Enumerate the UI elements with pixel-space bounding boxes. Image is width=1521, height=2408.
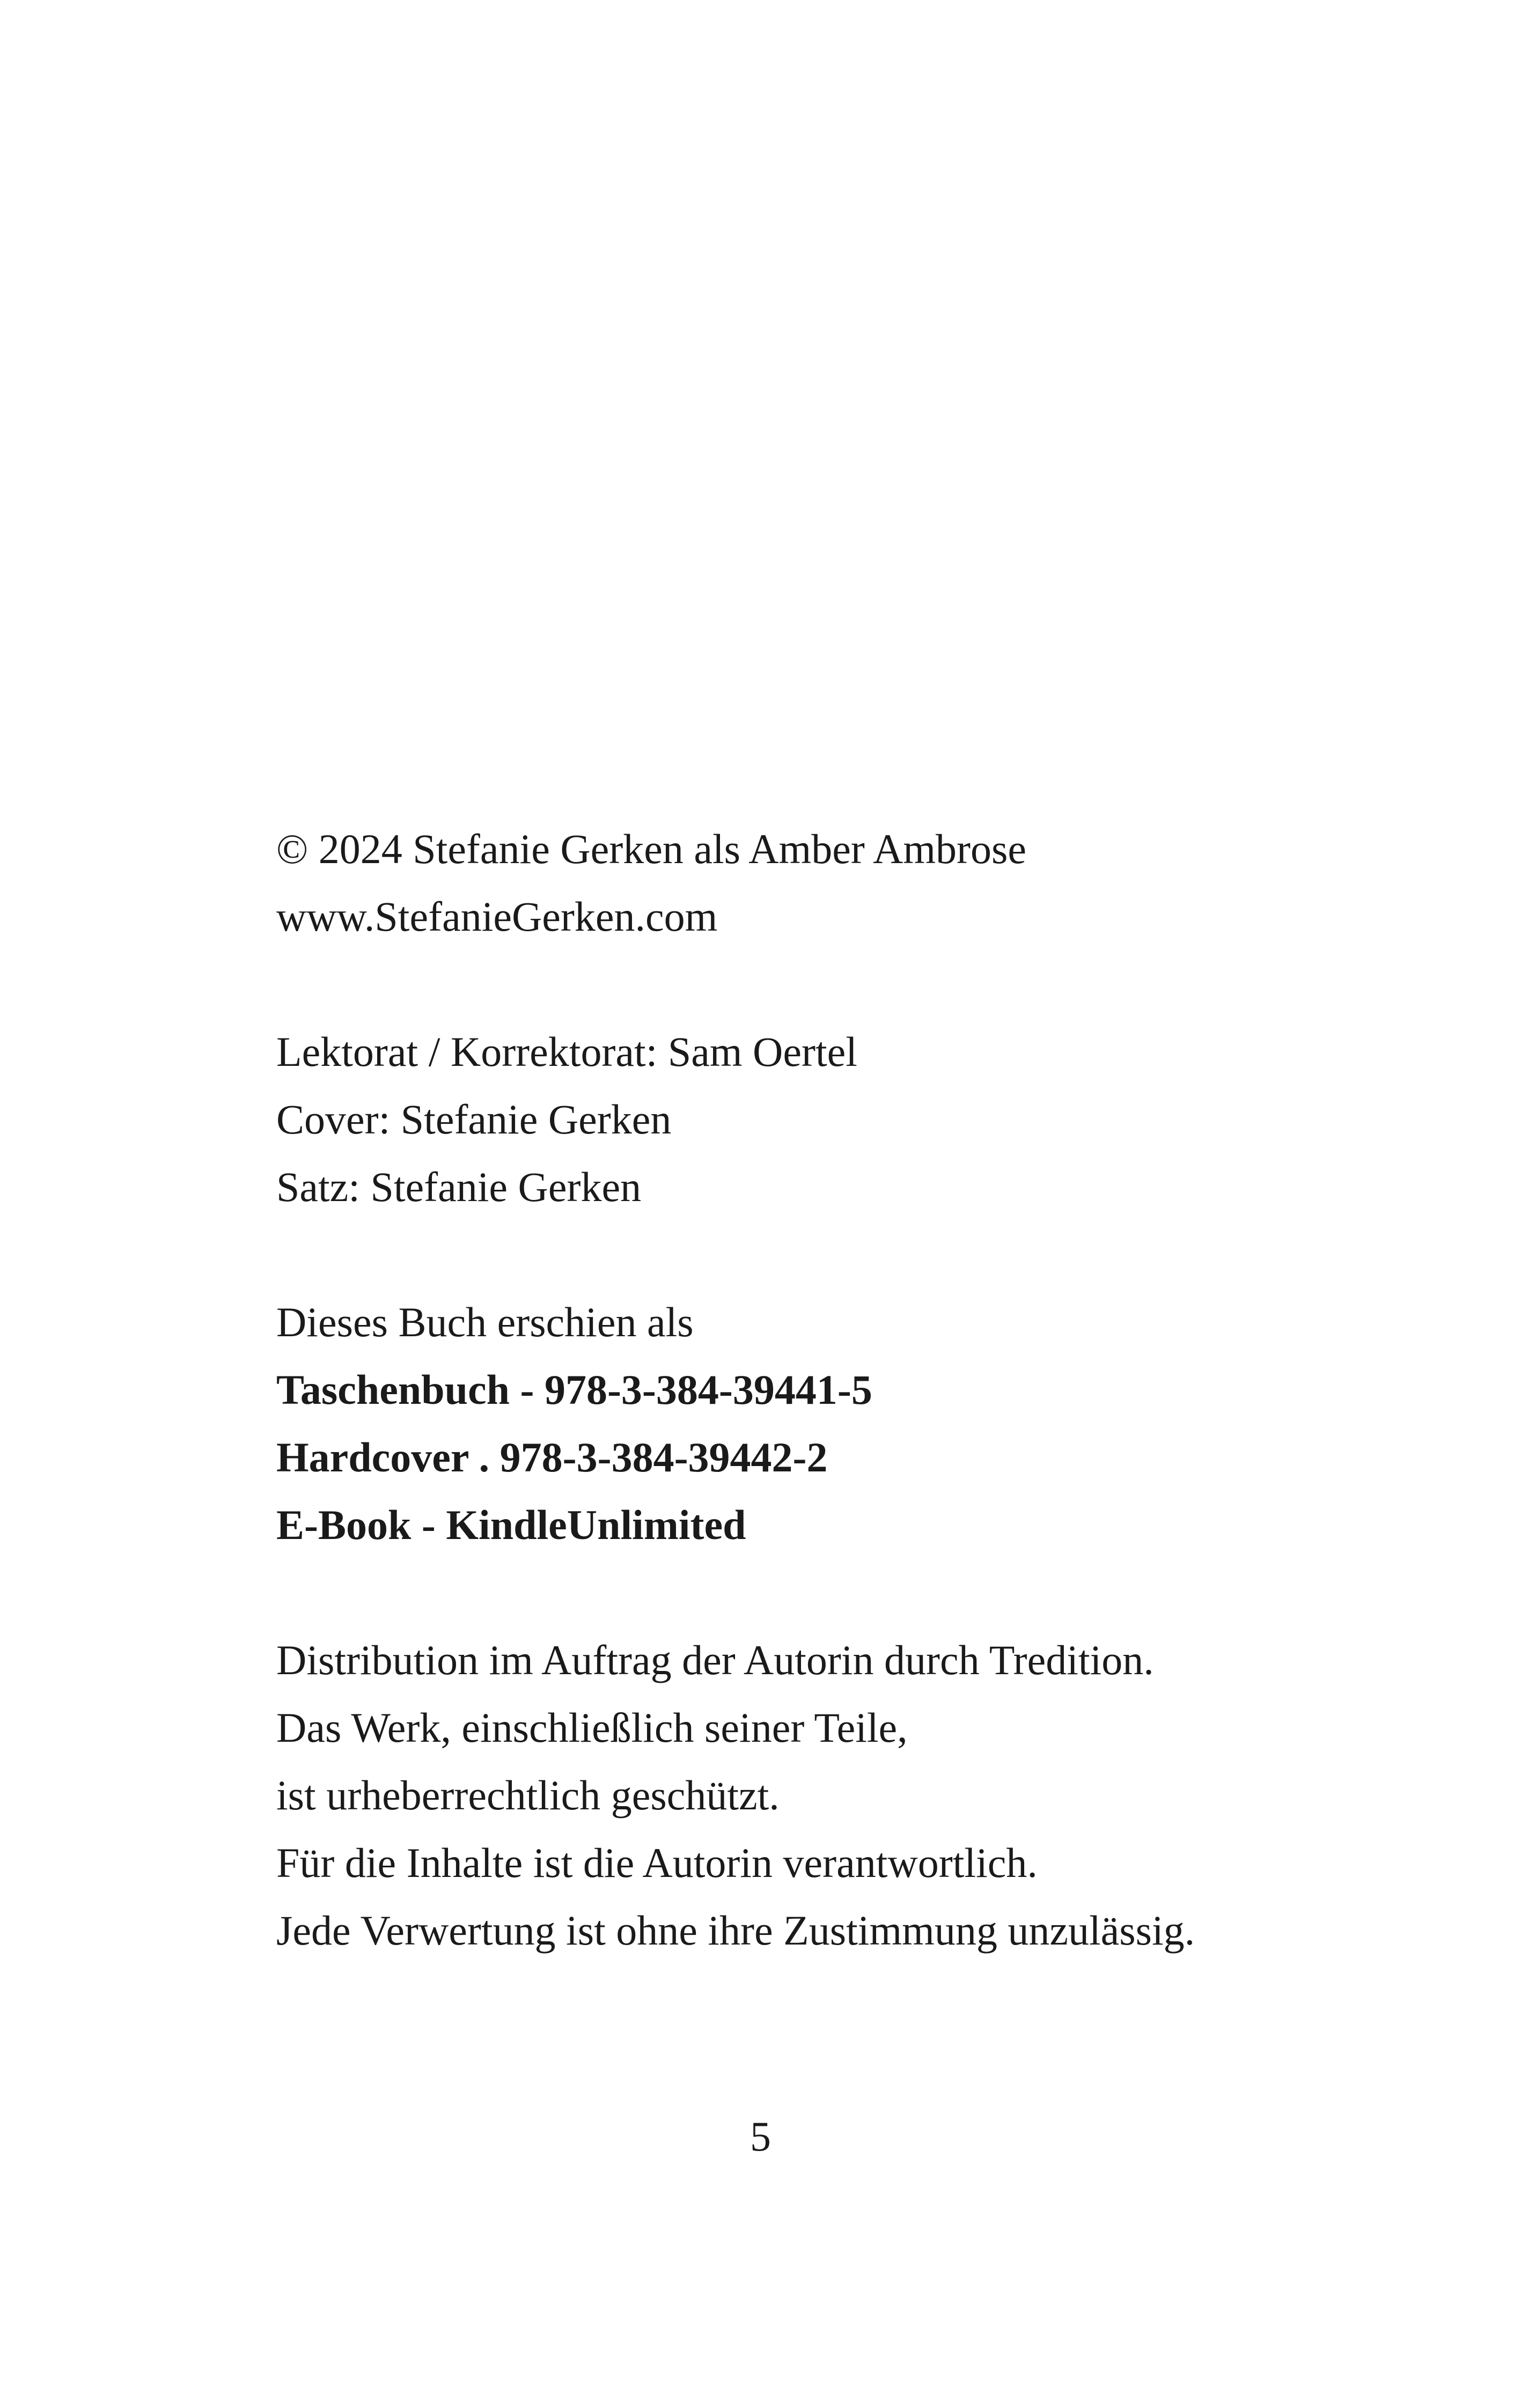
edition-ebook: E-Book - KindleUnlimited xyxy=(276,1501,746,1548)
imprint-block xyxy=(276,815,1403,1964)
spacer xyxy=(276,1221,1403,1288)
editing-credit: Lektorat / Korrektorat: Sam Oertel xyxy=(276,1028,857,1075)
cover-credit: Cover: Stefanie Gerken xyxy=(276,1096,672,1143)
page-number: 5 xyxy=(750,2113,771,2160)
copyright-note-work: Das Werk, einschließlich seiner Teile, xyxy=(276,1704,908,1751)
copyright-note-protected: ist urheberrechtlich geschützt. xyxy=(276,1772,780,1818)
spacer xyxy=(276,1559,1403,1626)
copyright-line: © 2024 Stefanie Gerken als Amber Ambrose xyxy=(276,826,1026,872)
usage-note: Jede Verwertung ist ohne ihre Zustimmung unzulässig. xyxy=(276,1907,1195,1954)
edition-paperback: Taschenbuch - 978-3-384-39441-5 xyxy=(276,1366,872,1413)
distribution-note: Distribution im Auftrag der Autorin durch Tredition. xyxy=(276,1637,1154,1683)
edition-hardcover: Hardcover . 978-3-384-39442-2 xyxy=(276,1434,828,1481)
spacer xyxy=(276,951,1403,1018)
editions-intro: Dieses Buch erschien als xyxy=(276,1299,694,1345)
responsibility-note: Für die Inhalte ist die Autorin verantwortlich. xyxy=(276,1839,1038,1886)
author-website: www.StefanieGerken.com xyxy=(276,893,718,940)
typesetting-credit: Satz: Stefanie Gerken xyxy=(276,1164,642,1210)
